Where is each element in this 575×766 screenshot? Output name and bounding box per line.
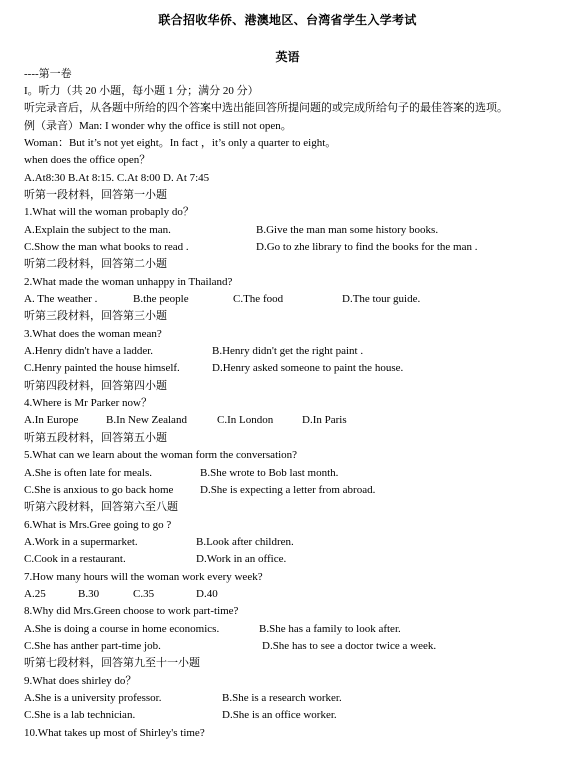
q5-option-d: D.She is expecting a letter from abroad. xyxy=(200,484,376,496)
q8-option-b: B.She has a family to look after. xyxy=(259,623,401,635)
q3-option-d: D.Henry asked someone to paint the house. xyxy=(212,362,404,374)
material-5-heading: 听第五段材料，回答第五小题 xyxy=(24,432,167,444)
q4-option-b: B.In New Zealand xyxy=(106,414,187,426)
q2-option-d: D.The tour guide. xyxy=(342,293,421,305)
question-4: 4.Where is Mr Parker now？ xyxy=(24,397,152,409)
q4-option-c: C.In London xyxy=(217,414,274,426)
question-8: 8.Why did Mrs.Green choose to work part-time? xyxy=(24,605,239,617)
q7-option-a: A.25 xyxy=(24,588,46,600)
q8-option-c: C.She has anther part-time job. xyxy=(24,640,161,652)
question-1: 1.What will the woman probaply do？ xyxy=(24,206,194,218)
q1-option-a: A.Explain the subject to the man. xyxy=(24,224,171,236)
q8-option-a: A.She is doing a course in home economics. xyxy=(24,623,220,635)
material-6-heading: 听第六段材料，回答第六至八题 xyxy=(24,501,178,513)
exam-title: 联合招收华侨、港澳地区、台湾省学生入学考试 xyxy=(158,13,417,27)
question-2: 2.What made the woman unhappy in Thailand? xyxy=(24,276,233,288)
q5-option-a: A.She is often late for meals. xyxy=(24,467,152,479)
q5-option-c: C.She is anxious to go back home xyxy=(24,484,174,496)
question-5: 5.What can we learn about the woman form the conversation? xyxy=(24,449,298,461)
q9-option-c: C.She is a lab technician. xyxy=(24,709,136,721)
q9-option-b: B.She is a research worker. xyxy=(222,692,342,704)
q4-option-d: D.In Paris xyxy=(302,414,347,426)
part-label: ----第一卷 xyxy=(24,68,72,80)
subject-title: 英语 xyxy=(275,50,300,64)
q3-option-a: A.Henry didn't have a ladder. xyxy=(24,345,154,357)
q1-option-b: B.Give the man man some history books. xyxy=(256,224,439,236)
example-line-1: 例（录音）Man: I wonder why the office is still not open。 xyxy=(24,120,292,132)
material-4-heading: 听第四段材料，回答第四小题 xyxy=(24,380,167,392)
instructions: 听完录音后，从各题中所给的四个答案中选出能回答所提问题的或完成所给句子的最佳答案的选项。 xyxy=(24,102,508,114)
q5-option-b: B.She wrote to Bob last month. xyxy=(200,467,339,479)
q2-option-b: B.the people xyxy=(133,293,189,305)
q3-option-b: B.Henry didn't get the right paint . xyxy=(212,345,364,357)
q6-option-d: D.Work in an office. xyxy=(196,553,287,565)
q3-option-c: C.Henry painted the house himself. xyxy=(24,362,180,374)
q7-option-b: B.30 xyxy=(78,588,100,600)
question-6: 6.What is Mrs.Gree going to go ? xyxy=(24,519,172,531)
q7-option-d: D.40 xyxy=(196,588,218,600)
question-3: 3.What does the woman mean? xyxy=(24,328,162,340)
q9-option-a: A.She is a university professor. xyxy=(24,692,162,704)
q2-option-c: C.The food xyxy=(233,293,284,305)
example-line-2: Woman：But it’s not yet eight。In fact ，it’s only a quarter to eight。 xyxy=(24,137,337,149)
q1-option-c: C.Show the man what books to read . xyxy=(24,241,189,253)
question-9: 9.What does shirley do？ xyxy=(24,675,137,687)
material-1-heading: 听第一段材料，回答第一小题 xyxy=(24,189,167,201)
q6-option-a: A.Work in a supermarket. xyxy=(24,536,138,548)
q6-option-b: B.Look after children. xyxy=(196,536,294,548)
q8-option-d: D.She has to see a doctor twice a week. xyxy=(262,640,437,652)
example-options: A.At8:30 B.At 8:15. C.At 8:00 D. At 7:45 xyxy=(24,172,210,184)
q9-option-d: D.She is an office worker. xyxy=(222,709,337,721)
q1-option-d: D.Go to zhe library to find the books for the man . xyxy=(256,241,478,253)
q4-option-a: A.In Europe xyxy=(24,414,79,426)
material-3-heading: 听第三段材料，回答第三小题 xyxy=(24,310,167,322)
listening-heading: I。听力（共 20 小题，每小题 1 分；满分 20 分） xyxy=(24,85,259,97)
question-7: 7.How many hours will the woman work every week? xyxy=(24,571,263,583)
question-10: 10.What takes up most of Shirley's time? xyxy=(24,727,205,739)
q2-option-a: A. The weather . xyxy=(24,293,98,305)
material-2-heading: 听第二段材料，回答第二小题 xyxy=(24,258,167,270)
material-7-heading: 听第七段材料，回答第九至十一小题 xyxy=(24,657,200,669)
example-question: when does the office open？ xyxy=(24,154,151,166)
q6-option-c: C.Cook in a restaurant. xyxy=(24,553,126,565)
q7-option-c: C.35 xyxy=(133,588,155,600)
